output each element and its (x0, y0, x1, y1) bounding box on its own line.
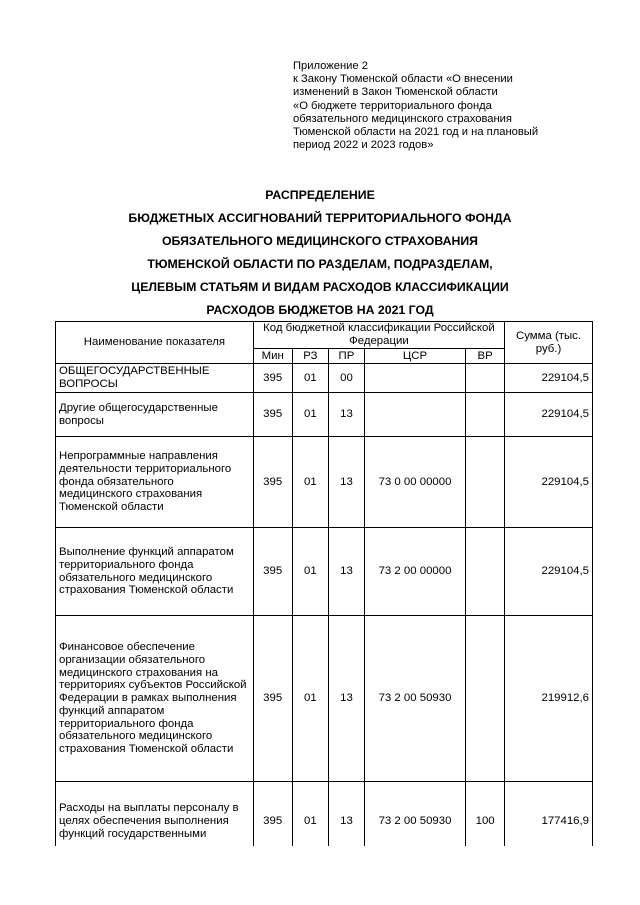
row-csr: 73 0 00 00000 (364, 437, 466, 528)
row-csr (364, 393, 466, 437)
row-min: 395 (253, 393, 292, 437)
header-row (56, 322, 593, 349)
row-csr: 73 2 00 50930 (364, 616, 466, 782)
row-vr (466, 616, 505, 782)
header-pr: ПР (329, 349, 365, 364)
row-rz: 01 (292, 528, 329, 616)
title-line: ТЮМЕНСКОЙ ОБЛАСТИ ПО РАЗДЕЛАМ, ПОДРАЗДЕЛАМ, (147, 257, 493, 271)
row-name: Непрограммные направления деятельности территориального фонда обязательного медицинского страхования Тюменской области (56, 437, 254, 528)
title-line: РАСХОДОВ БЮДЖЕТОВ НА 2021 ГОД (206, 303, 434, 317)
row-sum: 219912,6 (505, 616, 593, 782)
title-line: ЦЕЛЕВЫМ СТАТЬЯМ И ВИДАМ РАСХОДОВ КЛАССИФИКАЦИИ (131, 280, 509, 294)
row-pr: 13 (329, 616, 365, 782)
document-title (0, 184, 640, 322)
title-line: ОБЯЗАТЕЛЬНОГО МЕДИЦИНСКОГО СТРАХОВАНИЯ (161, 234, 479, 248)
row-pr: 13 (329, 393, 365, 437)
row-csr: 73 2 00 50930 (364, 782, 466, 862)
row-csr: 73 2 00 00000 (364, 528, 466, 616)
row-min: 395 (253, 528, 292, 616)
row-min: 395 (253, 616, 292, 782)
header-vr: ВР (466, 349, 505, 364)
row-vr: 100 (466, 782, 505, 862)
row-csr (364, 364, 466, 393)
appendix-line: к Закону Тюменской области «О внесении (293, 73, 513, 86)
row-sum: 229104,5 (505, 437, 593, 528)
appendix-line: Приложение 2 (293, 60, 368, 72)
row-name: ОБЩЕГОСУДАРСТВЕННЫЕ ВОПРОСЫ (56, 364, 254, 393)
row-sum: 229104,5 (505, 528, 593, 616)
header-code-group: Код бюджетной классификации Российской Федерации (253, 322, 504, 349)
row-sum: 229104,5 (505, 393, 593, 437)
header-min: Мин (253, 349, 292, 364)
row-min: 395 (253, 364, 292, 393)
title-line: БЮДЖЕТНЫХ АССИГНОВАНИЙ ТЕРРИТОРИАЛЬНОГО ФОНДА (128, 211, 512, 225)
table-row (56, 528, 593, 616)
appendix-header (293, 60, 623, 152)
row-sum: 229104,5 (505, 364, 593, 393)
row-name: Финансовое обеспечение организации обязательного медицинского страхования на территориях субъектов Российской Федерации в рамках выполнения функций аппаратом территориального фонда обязательного медицинского страхования Тюменской области (56, 616, 254, 782)
appendix-line: Тюменской области на 2021 год и на плановый (293, 126, 539, 139)
appendix-line: «О бюджете территориального фонда (293, 99, 492, 112)
row-rz: 01 (292, 782, 329, 862)
row-name: Расходы на выплаты персоналу в целях обеспечения выполнения функций государственными (56, 782, 254, 862)
appendix-line: обязательного медицинского страхования (293, 112, 512, 125)
row-pr: 13 (329, 437, 365, 528)
row-vr (466, 528, 505, 616)
row-pr: 13 (329, 782, 365, 862)
row-min: 395 (253, 437, 292, 528)
header-rz: РЗ (292, 349, 329, 364)
row-min: 395 (253, 782, 292, 862)
row-vr (466, 364, 505, 393)
table-row (56, 616, 593, 782)
row-rz: 01 (292, 616, 329, 782)
budget-table (55, 321, 593, 862)
appendix-line: период 2022 и 2023 годов» (293, 139, 434, 152)
row-name: Другие общегосударственные вопросы (56, 393, 254, 437)
header-csr: ЦСР (364, 349, 466, 364)
row-name: Выполнение функций аппаратом территориального фонда обязательного медицинского страхования Тюменской области (56, 528, 254, 616)
row-rz: 01 (292, 393, 329, 437)
header-name: Наименование показателя (56, 322, 254, 364)
row-vr (466, 437, 505, 528)
table-row (56, 364, 593, 393)
title-line: РАСПРЕДЕЛЕНИЕ (265, 188, 375, 202)
row-sum: 177416,9 (505, 782, 593, 862)
appendix-line: изменений в Закон Тюменской области (293, 86, 498, 99)
table-row (56, 437, 593, 528)
page-bottom-margin (0, 846, 640, 905)
header-sum: Сумма (тыс. руб.) (505, 322, 593, 364)
row-rz: 01 (292, 437, 329, 528)
table-row (56, 393, 593, 437)
row-vr (466, 393, 505, 437)
row-pr: 00 (329, 364, 365, 393)
row-rz: 01 (292, 364, 329, 393)
row-pr: 13 (329, 528, 365, 616)
